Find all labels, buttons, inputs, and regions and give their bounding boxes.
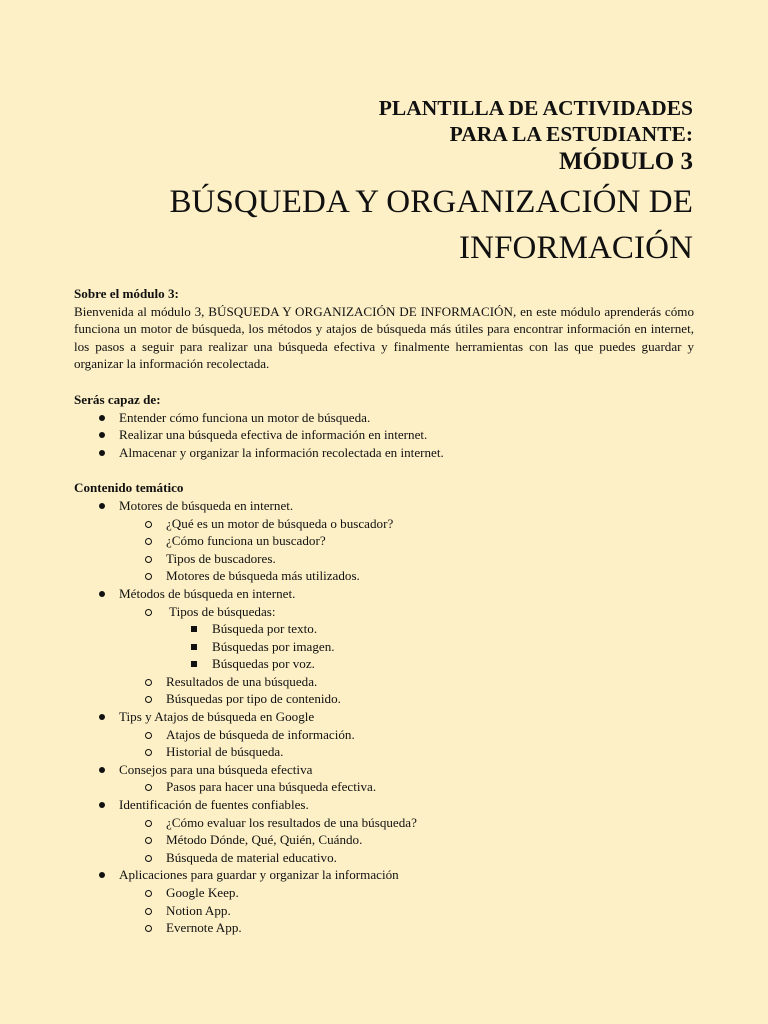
module-title-line-1: BÚSQUEDA Y ORGANIZACIÓN DE <box>169 184 693 220</box>
list-item: Atajos de búsqueda de información. <box>74 726 694 744</box>
list-item: Consejos para una búsqueda efectiva <box>74 761 694 779</box>
list-item: Evernote App. <box>74 919 694 937</box>
list-item: Búsqueda de material educativo. <box>74 849 694 867</box>
list-item: ¿Qué es un motor de búsqueda o buscador? <box>74 515 694 533</box>
able-list <box>74 409 694 462</box>
list-item: Historial de búsqueda. <box>74 743 694 761</box>
list-item: Pasos para hacer una búsqueda efectiva. <box>74 778 694 796</box>
list-item: Identificación de fuentes confiables. <box>74 796 694 814</box>
list-item: Motores de búsqueda más utilizados. <box>74 567 694 585</box>
list-item: ¿Cómo funciona un buscador? <box>74 532 694 550</box>
list-item: Búsquedas por voz. <box>74 655 694 673</box>
list-item: Google Keep. <box>74 884 694 902</box>
document-header <box>169 95 693 269</box>
able-heading: Serás capaz de: <box>74 391 161 407</box>
header-line-2: PARA LA ESTUDIANTE: <box>449 122 693 146</box>
module-number: MÓDULO 3 <box>558 148 693 175</box>
list-item: Aplicaciones para guardar y organizar la información <box>74 866 694 884</box>
list-item: Motores de búsqueda en internet. <box>74 497 694 515</box>
list-item: Realizar una búsqueda efectiva de información en internet. <box>74 426 694 444</box>
list-item: Búsqueda por texto. <box>74 620 694 638</box>
list-item: Almacenar y organizar la información recolectada en internet. <box>74 444 694 462</box>
list-item: Búsquedas por imagen. <box>74 638 694 656</box>
list-item: Método Dónde, Qué, Quién, Cuándo. <box>74 831 694 849</box>
about-heading: Sobre el módulo 3: <box>74 286 179 301</box>
about-paragraph: Bienvenida al módulo 3, BÚSQUEDA Y ORGANIZACIÓN DE INFORMACIÓN, en este módulo aprenderás cómo funciona un motor de búsqueda, los métodos y atajos de búsqueda más útiles para encontrar información en internet, los pasos a seguir para realizar una búsqueda efectiva y finalmente herramientas con las que puedes guardar y organizar la información recolectada. <box>74 303 694 372</box>
list-item: Tipos de buscadores. <box>74 550 694 568</box>
list-item: Entender cómo funciona un motor de búsqueda. <box>74 409 694 427</box>
list-item: Resultados de una búsqueda. <box>74 673 694 691</box>
list-item: Notion App. <box>74 902 694 920</box>
contents-list <box>74 497 694 937</box>
list-item: Métodos de búsqueda en internet. <box>74 585 694 603</box>
list-item: Tips y Atajos de búsqueda en Google <box>74 708 694 726</box>
header-line-1: PLANTILLA DE ACTIVIDADES <box>378 96 693 120</box>
document-body <box>74 285 694 937</box>
contents-heading: Contenido temático <box>74 480 184 496</box>
list-item: Tipos de búsquedas: <box>74 603 694 621</box>
list-item: ¿Cómo evaluar los resultados de una búsqueda? <box>74 814 694 832</box>
list-item: Búsquedas por tipo de contenido. <box>74 690 694 708</box>
module-title-line-2: INFORMACIÓN <box>459 230 693 266</box>
